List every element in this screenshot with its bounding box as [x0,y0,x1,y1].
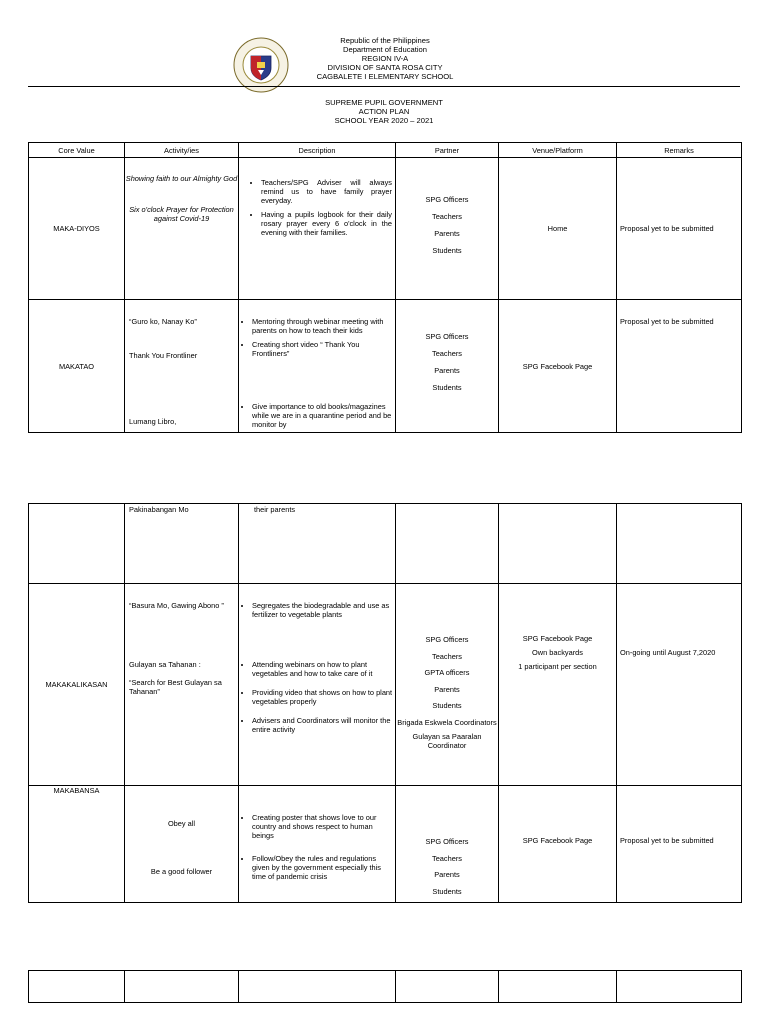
partner-item: SPG Officers [425,332,469,341]
remarks-cell [617,786,742,903]
activity-text: “Guro ko, Nanay Ko” [129,317,197,326]
table-row [29,584,742,786]
venue-cell: SPG Facebook Page [499,300,617,433]
venue-cell: Home [499,158,617,300]
partner-item: Teachers [432,211,462,221]
partner-list [396,632,498,750]
activity-text: Showing faith to our Almighty God [125,174,238,183]
partner-item: Students [432,701,462,710]
description-item: • Advisers and Coordinators will monitor the entire activity [252,716,393,734]
description-item: • Teachers/SPG Adviser will always remind us to have family prayer everyday. [261,178,392,205]
partner-item: Teachers [432,651,462,661]
description-item: • Attending webinars on how to plant vegetables and how to take care of it [252,660,393,678]
venue-cell [499,786,617,903]
table-row [29,300,742,433]
venue-text: SPG Facebook Page [522,836,593,845]
empty-cell [396,971,499,1003]
header-line: DIVISION OF SANTA ROSA CITY [327,63,443,72]
remarks-text: Proposal yet to be submitted [620,836,714,845]
title-line: SUPREME PUPIL GOVERNMENT [325,98,443,107]
activity-cell [125,300,239,433]
core-value-cell: MAKA-DIYOS [29,158,125,300]
venue-item: 1 participant per section [518,662,597,671]
action-plan-table-continued [28,503,742,903]
table-row [29,971,742,1003]
partner-item: Students [432,383,462,392]
description-cell: their parents [239,504,396,584]
description-cell [239,158,396,300]
description-item: • Give importance to old books/magazines while we are in a quarantine period and be monitor by [252,402,393,429]
partner-item: Students [432,886,462,896]
venue-cell [499,584,617,786]
description-item: • Creating short video “ Thank You Frontliners” [252,340,393,358]
partner-item: Parents [434,684,460,694]
remarks-cell [617,504,742,584]
activity-text: Lumang Libro, [129,417,177,426]
venue-item: Own backyards [532,648,583,657]
column-header: Partner [396,143,499,158]
partner-list [396,834,498,900]
column-header: Remarks [617,143,742,158]
partner-item: Teachers [432,853,462,863]
table-header-row [29,143,742,158]
empty-cell [29,971,125,1003]
remarks-text: On-going until August 7,2020 [620,648,716,657]
venue-list [499,632,616,674]
table-row [29,158,742,300]
activity-cell: Pakinabangan Mo [125,504,239,584]
activity-text: Obey all [167,819,196,828]
column-header: Activity/ies [125,143,239,158]
header-line: Department of Education [342,45,427,54]
document-header [300,36,470,81]
empty-cell [239,971,396,1003]
empty-cell [499,971,617,1003]
partner-item: SPG Officers [425,837,469,846]
partner-item: Parents [434,228,460,238]
description-cell [239,584,396,786]
title-line: ACTION PLAN [358,107,410,116]
activity-text: Be a good follower [150,867,213,876]
description-item: • Mentoring through webinar meeting with parents on how to teach their kids [252,317,393,335]
activity-cell [125,786,239,903]
table-row [29,504,742,584]
description-cell [239,300,396,433]
activity-text: “Search for Best Gulayan sa Tahanan” [129,678,222,696]
partner-item: SPG Officers [425,194,469,204]
partner-item: Students [432,245,462,255]
column-header: Description [239,143,396,158]
activity-text: “Basura Mo, Gawing Abono ” [129,601,224,610]
partner-cell [396,584,499,786]
remarks-cell [617,584,742,786]
column-header: Venue/Platform [499,143,617,158]
description-cell [239,786,396,903]
core-value-cell: MAKATAO [29,300,125,433]
core-value-cell [29,504,125,584]
description-item: • Segregates the biodegradable and use as fertilizer to vegetable plants [252,601,393,619]
header-line: CAGBALETE I ELEMENTARY SCHOOL [316,72,454,81]
partner-item: GPTA officers [424,668,470,677]
header-line: Republic of the Philippines [340,36,430,45]
partner-cell [396,158,499,300]
core-value-cell: MAKAKALIKASAN [29,584,125,786]
partner-cell [396,786,499,903]
action-plan-table [28,142,742,433]
partner-item: Teachers [432,349,462,358]
description-item: • Creating poster that shows love to our country and shows respect to human beings [252,813,393,840]
remarks-cell: Proposal yet to be submitted [617,300,742,433]
remarks-cell: Proposal yet to be submitted [617,158,742,300]
header-line: REGION IV-A [361,54,409,63]
description-item: • Having a pupils logbook for their daily rosary prayer every 6 o'clock in the evening with their families. [261,210,392,237]
header-divider [28,86,740,87]
empty-cell [125,971,239,1003]
title-line: SCHOOL YEAR 2020 – 2021 [334,116,434,125]
venue-cell [499,504,617,584]
activity-text: Thank You Frontliner [129,351,198,360]
table-row [29,786,742,903]
column-header: Core Value [29,143,125,158]
activity-text: Gulayan sa Tahanan : [129,660,201,669]
partner-cell [396,300,499,433]
empty-table-row [28,970,742,1003]
core-value-cell: MAKABANSA [29,786,125,903]
partner-item: Parents [434,870,460,879]
activity-cell [125,158,239,300]
partner-item: SPG Officers [425,635,469,644]
partner-item: Gulayan sa Paaralan Coordinator [412,731,482,750]
document-title [284,98,484,125]
partner-cell [396,504,499,584]
empty-cell [617,971,742,1003]
description-item: • Follow/Obey the rules and regulations given by the government especially this time of pandemic crisis [252,854,393,881]
partner-item: Brigada Eskwela Coordinators [397,717,497,727]
venue-item: SPG Facebook Page [522,634,593,643]
activity-cell [125,584,239,786]
description-item: • Providing video that shows on how to plant vegetables properly [252,688,393,706]
activity-text: Six o'clock Prayer for Protection against Covid-19 [129,205,234,223]
partner-item: Parents [434,366,460,375]
